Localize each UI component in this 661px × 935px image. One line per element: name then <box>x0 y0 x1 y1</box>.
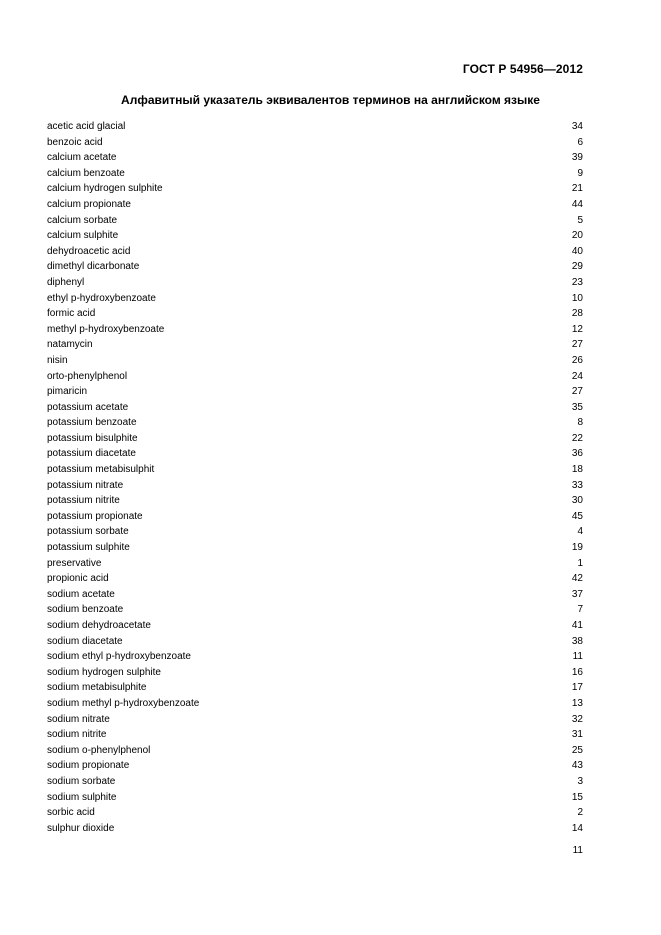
index-term: formic acid <box>47 308 96 320</box>
index-row <box>47 446 583 462</box>
index-row <box>47 150 583 166</box>
index-term: diphenyl <box>47 276 85 288</box>
index-term: methyl p-hydroxybenzoate <box>47 323 165 335</box>
index-page-ref: 43 <box>571 760 583 772</box>
index-term: ethyl p-hydroxybenzoate <box>47 292 156 304</box>
index-term: sodium sorbate <box>47 775 116 787</box>
index-page-ref: 40 <box>571 245 583 257</box>
index-term: sodium ethyl p-hydroxybenzoate <box>47 651 191 663</box>
index-page-ref: 16 <box>571 666 583 678</box>
index-term: calcium sorbate <box>47 214 118 226</box>
index-page-ref: 35 <box>571 401 583 413</box>
index-row <box>47 680 583 696</box>
index-term: calcium hydrogen sulphite <box>47 183 163 195</box>
index-page-ref: 7 <box>577 604 583 616</box>
index-page-ref: 15 <box>571 791 583 803</box>
index-row <box>47 665 583 681</box>
index-page-ref: 32 <box>571 713 583 725</box>
index-row <box>47 649 583 665</box>
index-row <box>47 181 583 197</box>
index-row <box>47 415 583 431</box>
index-row <box>47 244 583 260</box>
index-term: dehydroacetic acid <box>47 245 131 257</box>
index-term: nisin <box>47 354 68 366</box>
index-term: sodium nitrate <box>47 713 110 725</box>
index-row <box>47 571 583 587</box>
index-term: potassium sulphite <box>47 542 130 554</box>
index-row <box>47 322 583 338</box>
index-term: potassium metabisulphit <box>47 464 155 476</box>
index-row <box>47 509 583 525</box>
index-row <box>47 618 583 634</box>
index-term: sodium dehydroacetate <box>47 620 151 631</box>
index-term: sulphur dioxide <box>47 822 115 834</box>
index-page-ref: 36 <box>571 448 583 460</box>
index-term: sodium diacetate <box>47 635 123 647</box>
index-page-ref: 19 <box>571 542 583 554</box>
index-row <box>47 369 583 385</box>
index-row <box>47 135 583 151</box>
index-page-ref: 26 <box>571 354 583 366</box>
index-term: sodium o-phenylphenol <box>47 744 151 756</box>
index-page-ref: 12 <box>571 323 583 335</box>
index-page-ref: 10 <box>571 292 583 304</box>
index-page-ref: 21 <box>571 183 583 195</box>
index-row <box>47 119 583 135</box>
index-term: acetic acid glacial <box>47 121 126 132</box>
term-index-list <box>47 119 583 836</box>
index-page-ref: 17 <box>571 682 583 694</box>
index-row <box>47 166 583 182</box>
index-row <box>47 587 583 603</box>
index-page-ref: 3 <box>577 775 583 787</box>
page-number: 11 <box>572 845 583 856</box>
index-page-ref: 25 <box>571 744 583 756</box>
index-page-ref: 27 <box>571 386 583 398</box>
index-page-ref: 28 <box>571 308 583 320</box>
index-page-ref: 29 <box>571 261 583 273</box>
index-term: sodium sulphite <box>47 791 117 803</box>
index-row <box>47 275 583 291</box>
index-page-ref: 20 <box>571 230 583 242</box>
index-page-ref: 45 <box>571 510 583 522</box>
index-row <box>47 524 583 540</box>
index-term: sodium propionate <box>47 760 130 772</box>
index-row <box>47 821 583 837</box>
index-row <box>47 743 583 759</box>
index-term: potassium propionate <box>47 510 143 522</box>
index-page-ref: 27 <box>571 339 583 351</box>
index-row <box>47 774 583 790</box>
index-page-ref: 38 <box>571 635 583 647</box>
index-row <box>47 462 583 478</box>
index-row <box>47 400 583 416</box>
index-term: calcium benzoate <box>47 167 125 179</box>
index-title: Алфавитный указатель эквивалентов терминов на английском языке <box>121 93 540 107</box>
index-page-ref: 5 <box>577 214 583 226</box>
index-term: potassium nitrate <box>47 479 124 491</box>
index-page-ref: 42 <box>571 573 583 585</box>
index-term: potassium bisulphite <box>47 432 138 444</box>
index-term: sodium methyl p-hydroxybenzoate <box>47 697 200 709</box>
index-term: pimaricin <box>47 386 88 398</box>
document-code: ГОСТ Р 54956—2012 <box>462 62 583 76</box>
index-term: sodium metabisulphite <box>47 682 147 694</box>
index-term: dimethyl dicarbonate <box>47 261 140 273</box>
index-term: propionic acid <box>47 573 109 585</box>
index-row <box>47 478 583 494</box>
index-page-ref: 37 <box>571 588 583 600</box>
index-term: potassium benzoate <box>47 417 137 429</box>
index-row <box>47 493 583 509</box>
index-row <box>47 213 583 229</box>
index-term: sodium nitrite <box>47 729 107 741</box>
index-term: calcium sulphite <box>47 230 119 242</box>
index-page-ref: 2 <box>577 807 583 819</box>
index-page-ref: 23 <box>571 276 583 288</box>
index-page-ref: 39 <box>571 152 583 164</box>
index-row <box>47 556 583 572</box>
index-page-ref: 6 <box>577 136 583 148</box>
index-row <box>47 758 583 774</box>
index-row <box>47 540 583 556</box>
index-row <box>47 634 583 650</box>
index-page-ref: 34 <box>571 121 583 132</box>
index-row <box>47 197 583 213</box>
index-row <box>47 259 583 275</box>
index-page-ref: 30 <box>571 495 583 507</box>
index-page-ref: 33 <box>571 479 583 491</box>
index-page-ref: 13 <box>571 697 583 709</box>
index-term: preservative <box>47 557 102 569</box>
index-row <box>47 353 583 369</box>
index-row <box>47 712 583 728</box>
index-page-ref: 14 <box>571 822 583 834</box>
index-page-ref: 11 <box>572 651 583 663</box>
index-page-ref: 9 <box>577 167 583 179</box>
index-term: calcium acetate <box>47 152 117 164</box>
index-row <box>47 602 583 618</box>
index-row <box>47 727 583 743</box>
index-term: potassium acetate <box>47 401 129 413</box>
index-row <box>47 384 583 400</box>
index-row <box>47 306 583 322</box>
index-page-ref: 8 <box>577 417 583 429</box>
index-term: benzoic acid <box>47 136 103 148</box>
index-term: potassium diacetate <box>47 448 136 460</box>
index-term: sorbic acid <box>47 807 95 819</box>
index-row <box>47 696 583 712</box>
index-term: potassium sorbate <box>47 526 129 538</box>
index-page-ref: 22 <box>571 432 583 444</box>
index-page-ref: 41 <box>571 620 583 631</box>
index-row <box>47 228 583 244</box>
index-term: sodium hydrogen sulphite <box>47 666 161 678</box>
index-row <box>47 805 583 821</box>
index-row <box>47 790 583 806</box>
index-term: orto-phenylphenol <box>47 370 128 382</box>
index-term: natamycin <box>47 339 93 351</box>
index-page-ref: 31 <box>571 729 583 741</box>
index-term: sodium benzoate <box>47 604 124 616</box>
index-row <box>47 291 583 307</box>
index-term: potassium nitrite <box>47 495 120 507</box>
index-row <box>47 431 583 447</box>
index-page-ref: 24 <box>571 370 583 382</box>
index-row <box>47 337 583 353</box>
index-term: calcium propionate <box>47 198 131 210</box>
index-term: sodium acetate <box>47 588 115 600</box>
index-page-ref: 4 <box>577 526 583 538</box>
index-page-ref: 44 <box>571 198 583 210</box>
index-page-ref: 18 <box>571 464 583 476</box>
index-page-ref: 1 <box>577 557 583 569</box>
